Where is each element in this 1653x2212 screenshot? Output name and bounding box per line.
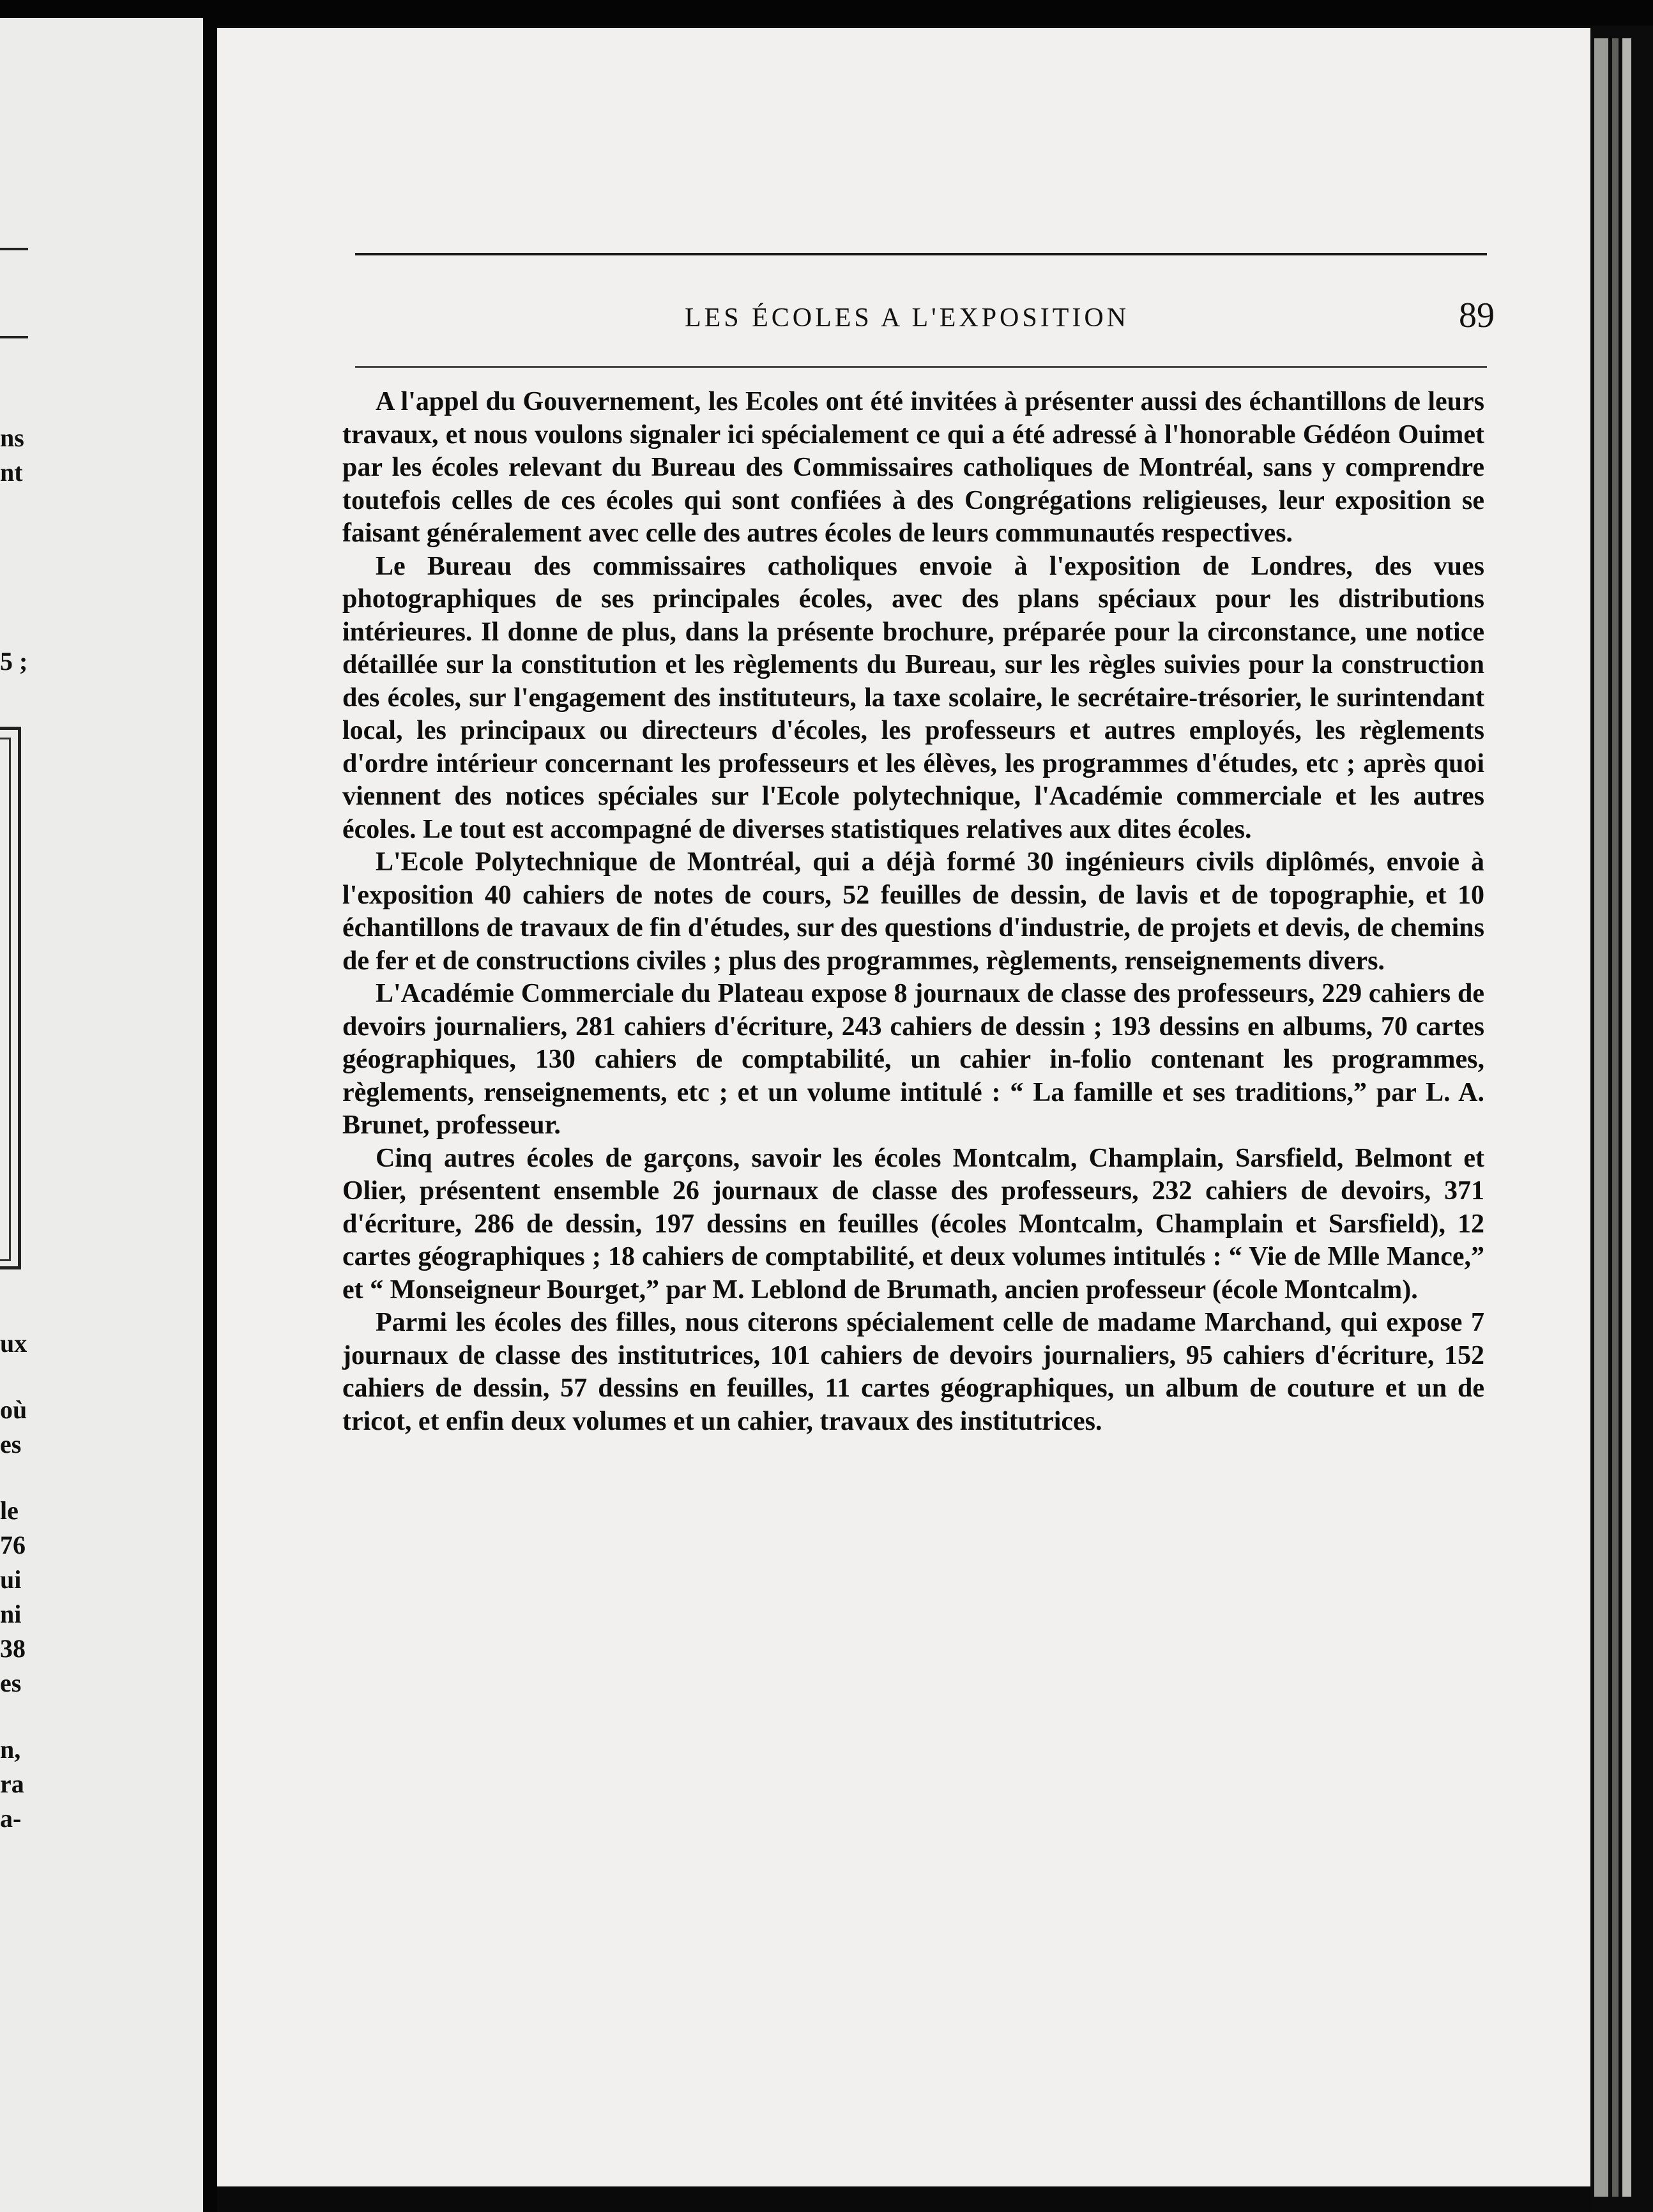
facing-text-fragment: 5 ; <box>0 647 28 676</box>
body-text <box>342 386 1484 1438</box>
paragraph: Cinq autres écoles de garçons, savoir les écoles Montcalm, Champlain, Sarsfield, Belmont et Olier, présentent ensemble 26 journaux de classe des professeurs, 232 cahiers de devoirs, 371 d'écriture, 286 de dessin, 197 dessins en feuilles (écoles Montcalm, Champlain et Sarsfield), 12 cartes géographiques ; 18 cahiers de comptabilité, et deux volumes intitulés : “ Vie de Mlle Mance,” et “ Monseigneur Bourget,” par M. Leblond de Brumath, ancien professeur (école Montcalm). <box>342 1143 1484 1305</box>
facing-text-fragment: ui <box>0 1565 22 1594</box>
facing-text-fragment: où <box>0 1395 27 1424</box>
facing-text-fragment: ux <box>0 1329 27 1358</box>
paragraph: L'Ecole Polytechnique de Montréal, qui a déjà formé 30 ingénieurs civils diplômés, envoie à l'exposition 40 cahiers de notes de cours, 52 feuilles de dessin, de lavis et de topographie, et 10 échantillons de travaux de fin d'études, sur des questions d'industrie, de projets et devis, de chemins de fer et de constructions civiles ; plus des programmes, règlements, renseignements divers. <box>342 847 1484 976</box>
header-rule-top <box>355 253 1487 255</box>
book-page <box>217 28 1590 2186</box>
page-edge-stack <box>1622 38 1631 2197</box>
header-rule-bottom <box>355 366 1487 368</box>
facing-page-rule-top <box>0 248 28 250</box>
paragraph: Le Bureau des commissaires catholiques envoie à l'exposition de Londres, des vues photographiques de ses principales écoles, avec des plans spéciaux pour les distributions intérieures. Il donne de plus, dans la présente brochure, préparée pour la circonstance, une notice détaillée sur la constitution et les règlements du Bureau, sur les règles suivies pour la construction des écoles, sur l'engagement des instituteurs, la taxe scolaire, le secrétaire-trésorier, le surintendant local, les principaux ou directeurs d'écoles, les professeurs et autres employés, les règlements d'ordre intérieur concernant les professeurs et les élèves, les programmes d'études, etc ; après quoi viennent des notices spéciales sur l'Ecole polytechnique, l'Académie commerciale et les autres écoles. Le tout est accompagné de diverses statistiques relatives aux dites écoles. <box>342 551 1484 844</box>
facing-page-rule-bottom <box>0 336 28 338</box>
paragraph: A l'appel du Gouvernement, les Ecoles ont été invitées à présenter aussi des échantillons de leurs travaux, et nous voulons signaler ici spécialement ce qui a été adressé à l'honorable Gédéon Ouimet par les écoles relevant du Bureau des Commissaires catholiques de Montréal, sans y comprendre toutefois celles de ces écoles qui sont confiées à des Congrégations religieuses, leur exposition se faisant généralement avec celle des autres écoles de leurs communautés respectives. <box>342 387 1484 548</box>
scan-top-border <box>0 0 1653 26</box>
paragraph: Parmi les écoles des filles, nous citerons spécialement celle de madame Marchand, qui expose 7 journaux de classe des institutrices, 101 cahiers de devoirs journaliers, 95 cahiers d'écriture, 152 cahiers de dessin, 57 dessins en feuilles, 11 cartes géographiques, un album de couture et un de tricot, et enfin deux volumes et un cahier, travaux des institutrices. <box>342 1308 1484 1436</box>
running-title: LES ÉCOLES A L'EXPOSITION <box>684 303 1130 333</box>
facing-text-fragment: 38 <box>0 1634 26 1663</box>
facing-text-fragment: a- <box>0 1804 22 1833</box>
facing-text-fragment: es <box>0 1669 22 1697</box>
facing-text-fragment: ni <box>0 1600 22 1628</box>
paragraph: L'Académie Commerciale du Plateau expose 8 journaux de classe des professeurs, 229 cahiers de devoirs journaliers, 281 cahiers d'écriture, 243 cahiers de dessin ; 193 dessins en albums, 70 cartes géographiques, 130 cahiers de comptabilité, un cahier in-folio contenant les programmes, règlements, renseignements, etc ; et un volume intitulé : “ La famille et ses traditions,” par L. A. Brunet, professeur. <box>342 979 1484 1140</box>
facing-text-fragment: nt <box>0 458 23 487</box>
book-gutter <box>203 18 217 2212</box>
page-edge-stack <box>1594 38 1608 2197</box>
facing-text-fragment: 76 <box>0 1531 26 1559</box>
page-edge-stack <box>1612 38 1619 2197</box>
facing-text-fragment: le <box>0 1496 19 1525</box>
page-number: 89 <box>1459 296 1495 335</box>
facing-page-box <box>0 727 21 1269</box>
facing-text-fragment: ns <box>0 423 24 452</box>
facing-text-fragment: n, <box>0 1735 21 1764</box>
facing-text-fragment: ra <box>0 1769 24 1798</box>
facing-page-fragment <box>0 18 203 2212</box>
facing-text-fragment: es <box>0 1430 22 1458</box>
